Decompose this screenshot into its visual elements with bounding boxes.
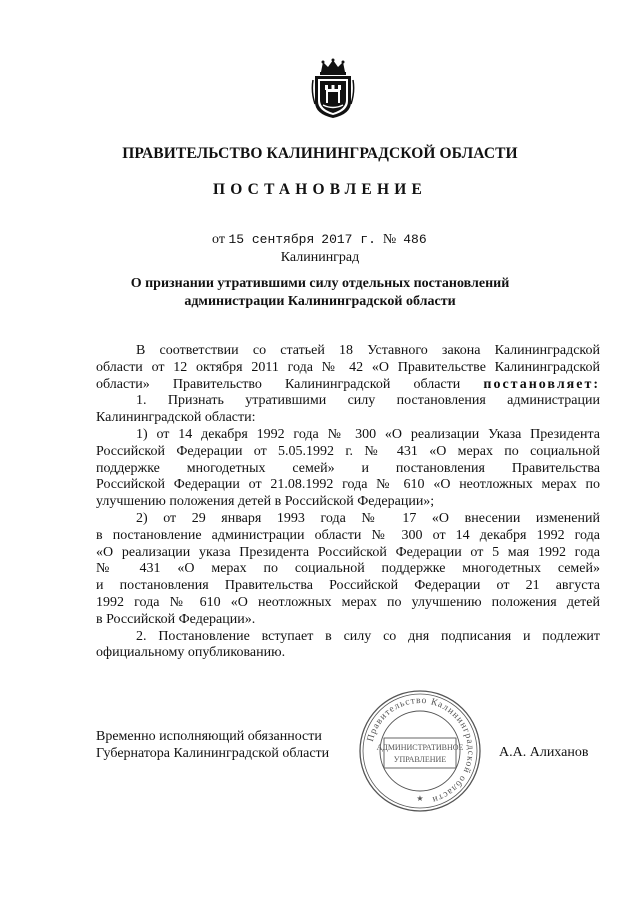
document-subject xyxy=(0,275,640,310)
government-title: ПРАВИТЕЛЬСТВО КАЛИНИНГРАДСКОЙ ОБЛАСТИ xyxy=(122,145,518,162)
body-line: 1. Признать утратившими силу постановления администрации xyxy=(136,393,600,409)
date-handwritten: 15 сентября xyxy=(228,232,315,247)
body-line: Российской Федерации от 21.08.1992 года № 610 «О неотложных мерах по xyxy=(96,477,600,493)
decree-keyword: постановляет: xyxy=(483,376,600,392)
date-line xyxy=(212,232,427,248)
body-line: области от 12 октября 2011 года № 42 «О Правительстве Калининградской xyxy=(96,359,600,375)
stamp-center-line: АДМИНИСТРАТИВНОЕ xyxy=(376,743,464,752)
city: Калининград xyxy=(280,250,360,265)
body-line: 2) от 29 января 1993 года № 17 «О внесении изменений xyxy=(136,510,600,526)
document-body xyxy=(96,343,600,662)
signatory-position xyxy=(96,728,329,762)
body-line: официальному опубликованию. xyxy=(96,645,286,661)
subject-line: О признании утратившими силу отдельных постановлений xyxy=(130,276,510,291)
document-number: 486 xyxy=(403,232,427,247)
body-line: № 431 «О мерах по социальной поддержке многодетных семей» xyxy=(96,561,600,577)
body-line: В соответствии со статьей 18 Уставного закона Калининградской xyxy=(136,343,600,358)
subject-line: администрации Калининградской области xyxy=(184,293,456,309)
body-line xyxy=(96,377,600,394)
position-line: Губернатора Калининградской области xyxy=(96,746,330,761)
coat-of-arms-icon xyxy=(311,58,355,120)
body-line: в Российской Федерации». xyxy=(96,611,256,627)
body-line: 1992 года № 610 «О неотложных мерах по улучшению положения детей xyxy=(96,594,600,610)
date-prefix: от xyxy=(212,232,225,247)
number-sign: № xyxy=(382,232,397,247)
body-line: поддержке многодетных семей» и постановления Правительства xyxy=(96,460,600,476)
stamp-star-icon: ★ xyxy=(416,794,424,803)
official-stamp xyxy=(357,688,483,814)
body-line: 2. Постановление вступает в силу со дня подписания и подлежит xyxy=(136,628,600,644)
document-year: 2017 г. xyxy=(321,232,376,247)
body-line: Российской Федерации от 5.05.1992 г. № 431 «О мерах по социальной xyxy=(96,443,600,459)
body-line: «О реализации указа Президента Российской Федерации от 5 мая 1992 года xyxy=(96,544,600,560)
document-type: ПОСТАНОВЛЕНИЕ xyxy=(212,181,428,198)
body-line: улучшению положения детей в Российской Федерации»; xyxy=(96,494,435,510)
body-line: и постановления Правительства Российской Федерации от 21 августа xyxy=(96,578,600,594)
body-text: области» Правительство Калининградской области xyxy=(96,376,461,392)
signatory-name: А.А. Алиханов xyxy=(499,745,589,760)
body-line: Калининградской области: xyxy=(96,410,256,426)
body-line: в постановление администрации области № 300 от 14 декабря 1992 года xyxy=(96,527,600,543)
stamp-center-line: УПРАВЛЕНИЕ xyxy=(393,755,447,764)
body-line: 1) от 14 декабря 1992 года № 300 «О реализации Указа Президента xyxy=(136,426,600,442)
position-line: Временно исполняющий обязанности xyxy=(96,729,322,744)
stamp-ring-text: Правительство Калининградской области xyxy=(365,695,476,805)
